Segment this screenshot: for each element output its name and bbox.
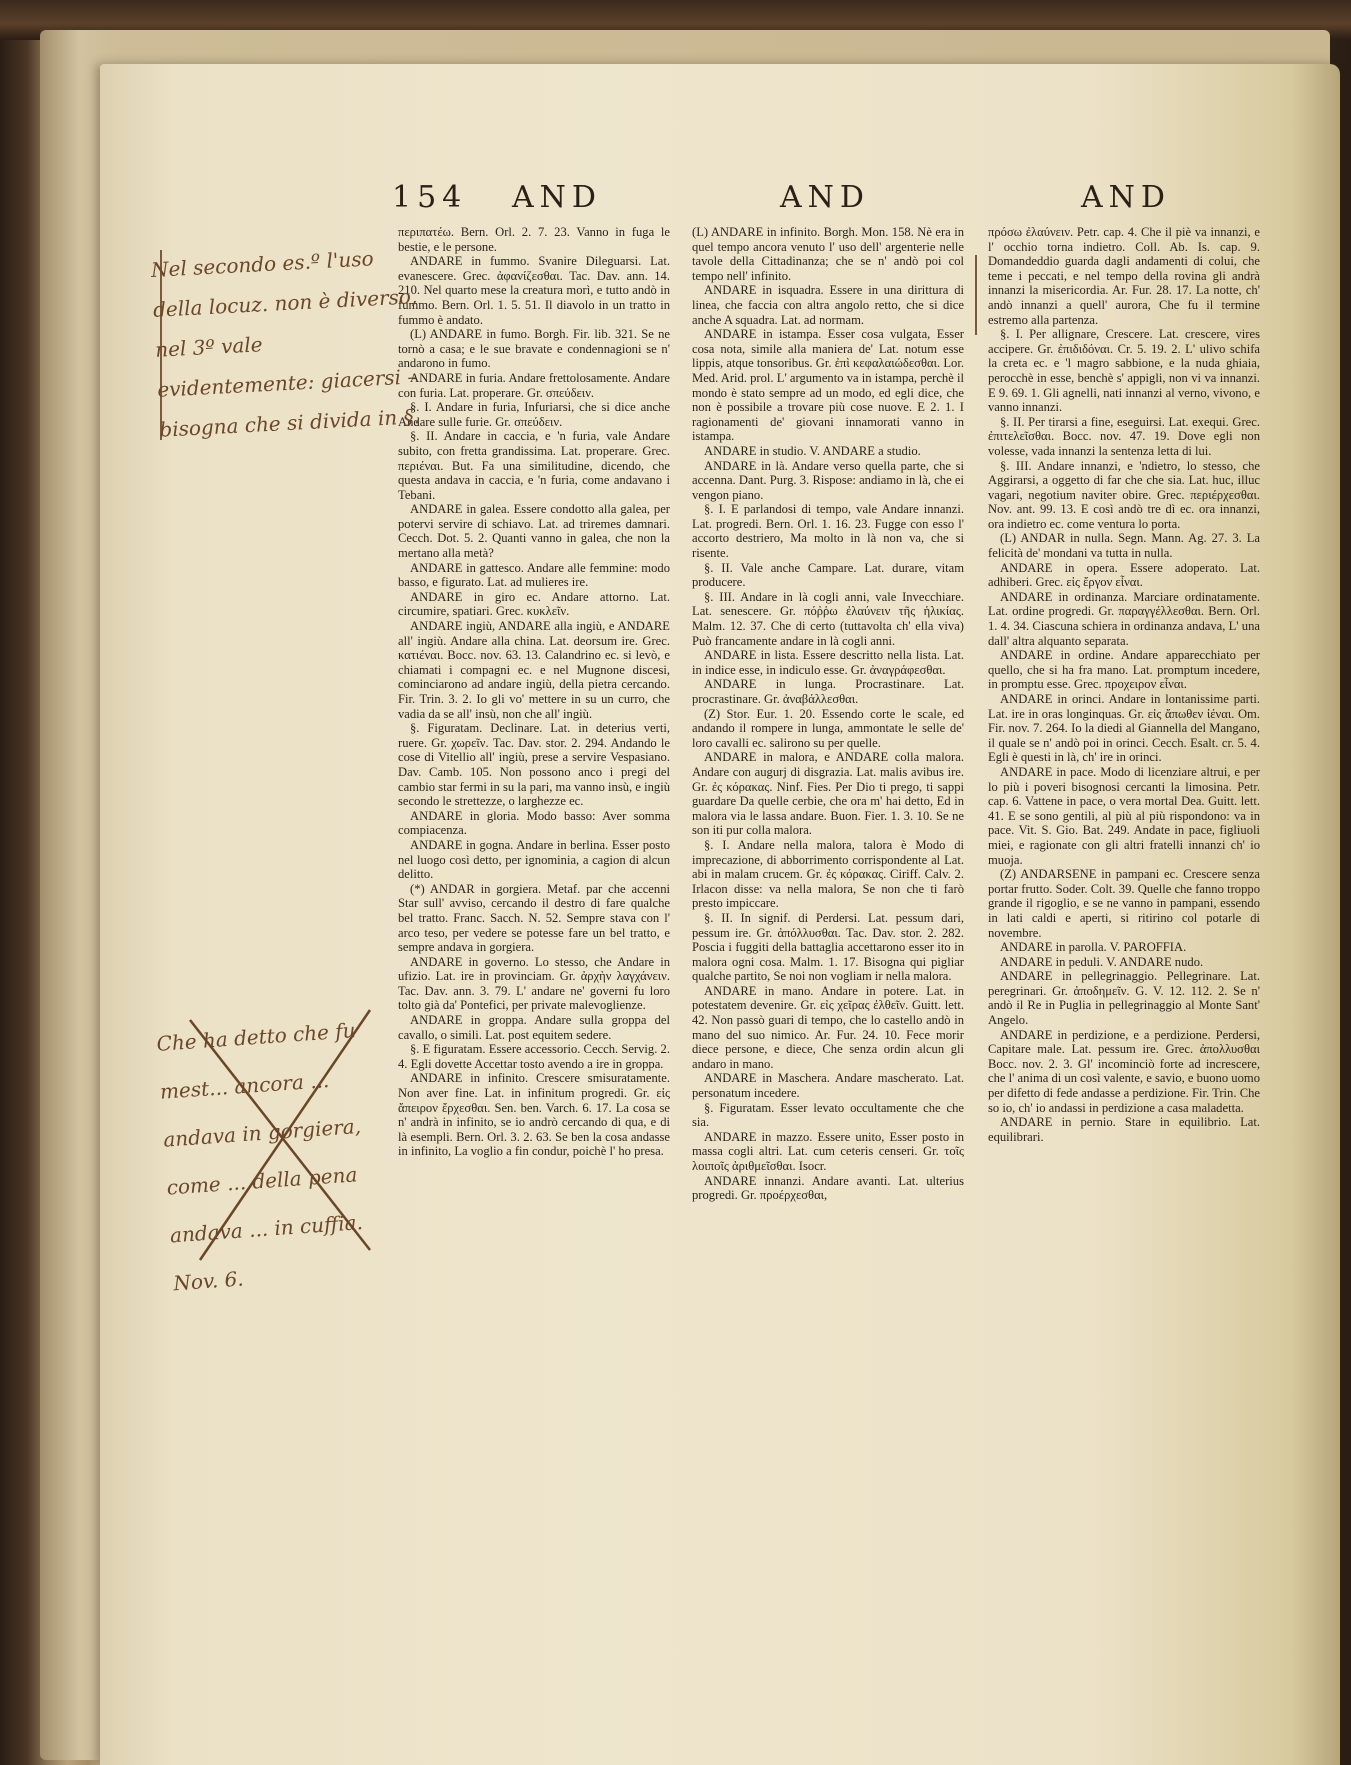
dictionary-entry: §. Figuratam. Esser levato occultamente che che sia. [692, 1100, 964, 1130]
dictionary-entry: ANDARE in groppa. Andare sulla groppa del cavallo, o simili. Lat. post equitem sedere. [398, 1013, 670, 1042]
dictionary-entry: περιπατέω. Bern. Orl. 2. 7. 23. Vanno in fuga le bestie, e le persone. [398, 225, 670, 254]
dictionary-entry: ANDARE in furia. Andare frettolosamente. Andare con furia. Lat. properare. Gr. σπεύδειν. [398, 370, 670, 400]
dictionary-entry: (L) ANDARE in infinito. Borgh. Mon. 158. Nè era in quel tempo ancora venuto l' uso dell' argenterie nelle tavole della Cittadinanza; che se n' andò poi col tempo nell' infinito. [692, 225, 964, 283]
dictionary-entry: §. II. Per tirarsi a fine, eseguirsi. Lat. exequi. Grec. ἐπιτελεῖσθαι. Bocc. nov. 47. 19. Dove egli non volesse, vada innanzi la sentenza letta di lui. [988, 414, 1260, 458]
running-head-center: AND [780, 180, 870, 215]
running-head-left: AND [512, 180, 602, 215]
dictionary-entry: ANDARE in infinito. Crescere smisuratamente. Non aver fine. Lat. in infinitum progredi. Gr. εἰς ἄπειρον ἔρχεσθαι. Sen. ben. Varch. 6. 17. La cosa se n' andrà in infinito, se io andrò cercando di qua, e di là esempli. Bern. Orl. 3. 2. 63. Se ben la cosa andasse in infinito, La voglio a fin condur, poichè l' ho presa. [398, 1071, 670, 1159]
dictionary-entry: ANDARE in orinci. Andare in lontanissime parti. Lat. ire in oras longinquas. Gr. εἰς ἄπωθεν ἰέναι. Om. Fir. nov. 7. 264. Io la diedi al Giannella del Mangano, il quale se n' andò poi in orinci. Cecch. Esalt. cr. 5. 4. Egli è questi in là, ch' ire in orinci. [988, 692, 1260, 765]
running-head-right: AND [1081, 180, 1171, 215]
dictionary-entry: ANDARE in parolla. V. PAROFFIA. [1000, 940, 1187, 955]
dictionary-entry: §. II. Andare in caccia, e 'n furia, vale Andare subito, con fretta grandissima. Lat. properare. Grec. περιέναι. But. Fa una similitudine, dicendo, che questa andava in caccia, e 'n furia, come andavano i Tebani. [398, 429, 670, 502]
dictionary-entry: ANDARE in gattesco. Andare alle femmine: modo basso, e figurato. Lat. ad mulieres ire. [398, 560, 670, 590]
dictionary-entry: ANDARE in studio. V. ANDARE a studio. [704, 443, 921, 458]
dictionary-entry: §. Figuratam. Declinare. Lat. in deterius verti, ruere. Gr. χωρεῖν. Tac. Dav. stor. 2. 294. Andando le cose di Vitellio all' ingiù, prese a servire Vespasiano. Dav. Camb. 105. Non possono anco i pregi del cambio star fermi in su la pari, ma vanno insù, e ingiù secondo le strettezze, o larghezze ec. [398, 721, 670, 809]
dictionary-entry: ANDARE in lista. Essere descritto nella lista. Lat. in indice esse, in indiculo esse. Gr. ἀναγράφεσθαι. [692, 648, 964, 677]
dictionary-entry: ANDARE in Maschera. Andare mascherato. Lat. personatum incedere. [692, 1071, 964, 1101]
dictionary-entry: πρόσω ἐλαύνειν. Petr. cap. 4. Che il piè va innanzi, e l' occhio torna indietro. Coll. Ab. Is. cap. 9. Domandeddio guarda dagli andamenti di colui, che teme i peccati, e nel tempo della rovina gli andrà innanzi la misericordia. Ar. Fur. 28. 17. La notte, ch' andò innanzi a quell' aurora, Che fu il termine estremo alla partenza. [988, 225, 1260, 327]
dictionary-entry: (L) ANDAR in nulla. Segn. Mann. Ag. 27. 3. La felicità de' mondani va tutta in nulla. [988, 531, 1260, 561]
dictionary-entry: ANDARE in là. Andare verso quella parte, che si accenna. Dant. Purg. 3. Rispose: andiamo in là, che ei vengon piano. [692, 458, 964, 502]
dictionary-entry: ANDARE in governo. Lo stesso, che Andare in ufizio. Lat. ire in provinciam. Gr. ἀρχὴν λαγχάνειν. Tac. Dav. ann. 3. 79. L' andare ne' governi fu loro tolto già da' Pontefici, per private malevoglienze. [398, 954, 670, 1013]
dictionary-entry: (L) ANDARE in fumo. Borgh. Fir. lib. 321. Se ne tornò a casa; e le sue bravate e condennagioni se n' andarono in fumo. [398, 327, 670, 371]
dictionary-entry: §. E figuratam. Essere accessorio. Cecch. Servig. 2. 4. Egli dovette Accettar tosto avendo a ire in groppa. [398, 1042, 670, 1071]
dictionary-entry: §. II. Vale anche Campare. Lat. durare, vitam producere. [692, 560, 964, 590]
dictionary-entry: ANDARE in ordine. Andare apparecchiato per quello, che si ha fra mano. Lat. promptum incedere, in promptu esse. Grec. προχειρον εἶναι. [988, 648, 1260, 692]
handwritten-cross-strike [170, 1000, 390, 1270]
handwritten-margin-note-upper: Nel secondo es.º l'uso della locuz. non è diverso, nel 3º vale evidentemente: giacersi – bisogna che si divida in §. [150, 246, 421, 442]
column-right [988, 225, 1260, 1144]
page-number: 154 [392, 180, 468, 215]
dictionary-entry: ANDARE in giro ec. Andare attorno. Lat. circumire, spatiari. Grec. κυκλεῖν. [398, 589, 670, 619]
dictionary-entry: (*) ANDAR in gorgiera. Metaf. par che accenni Star sull' avviso, cercando il destro di fare qualche bel tratto. Franc. Sacch. N. 52. Sempre stava con l' arco teso, per vedere se potesse fare un bel tratto, e sempre andava in gorgiera. [398, 881, 670, 955]
dictionary-entry: ANDARE in lunga. Procrastinare. Lat. procrastinare. Gr. ἀναβάλλεσθαι. [692, 677, 964, 706]
column-center [692, 225, 964, 1203]
dictionary-entry: §. II. In signif. di Perdersi. Lat. pessum dari, pessum ire. Gr. ἀπόλλυσθαι. Tac. Dav. stor. 2. 282. Poscia i fuggiti della battaglia accettarono esser ito in malora ogni cosa. Malm. 1. 17. Bisogna qui pigliar qualche partito, Se noi non vogliam ir nella malora. [692, 910, 964, 984]
dictionary-entry: §. I. Andare in furia, Infuriarsi, che si dice anche Andare sulle furie. Gr. σπεύδειν. [398, 400, 670, 429]
dictionary-entry: ANDARE in mazzo. Essere unito, Esser posto in massa cogli altri. Lat. cum ceteris censeri. Gr. τοῖς λοιποῖς ἀριθμεῖσθαι. Isocr. [692, 1129, 964, 1173]
dictionary-entry: ANDARE in gogna. Andare in berlina. Esser posto nel luogo così detto, per ignominia, a cagion di alcun delitto. [398, 837, 670, 882]
dictionary-entry: ANDARE in pellegrinaggio. Pellegrinare. Lat. peregrinari. Gr. ἀποδημεῖν. G. V. 12. 112. 2. Se n' andò il Re in Puglia in pellegrinaggio al Monte Sant' Angelo. [988, 969, 1260, 1028]
dictionary-entry: §. I. Andare nella malora, talora è Modo di imprecazione, di abborrimento corrispondente al Lat. abi in malam crucem. Gr. ἐς κόρακας. Ciriff. Calv. 2. Irlacon disse: va nella malora, Se non che ti farò presto impiccare. [692, 837, 964, 911]
dictionary-entry: ANDARE in pace. Modo di licenziare altrui, e per lo più i poveri bisognosi cercanti la limosina. Petr. cap. 6. Vattene in pace, o vera mortal Dea. Guitt. lett. 41. E se sono gentili, al più al più rispondono: va in pace. Vit. S. Gio. Bat. 249. Andate in pace, figliuoli miei, e ragionate con gli altri fratelli innanzi ch' io muoja. [988, 764, 1260, 867]
dictionary-entry: (Z) ANDARSENE in pampani ec. Crescere senza portar frutto. Soder. Colt. 39. Quelle che fanno troppo grande il rigoglio, e se ne vanno in pampani, essendo in lati caldi e aperti, si ritirino col potarle di novembre. [988, 867, 1260, 940]
dictionary-entry: §. I. Per allignare, Crescere. Lat. crescere, vires accipere. Gr. ἐπιδιδόναι. Cr. 5. 19. 2. L' ulivo schifa la creta ec. e 'l magro sabbione, e la nuda ghiaia, perocchè in esse, benchè s' appigli, non vi va innanzi. E 9. 69. 1. Gli agnelli, nati innanzi al verno, vivono, e vanno innanzi. [988, 327, 1260, 415]
dictionary-entry: ANDARE in isquadra. Essere in una dirittura di linea, che faccia con altra angolo retto, che si dice anche A squadra. Lat. ad normam. [692, 283, 964, 327]
handwritten-margin-note-lower: Che ha detto che fu mest... ancora ... andava in gorgiera, come ... della pena andava ... in cuffia. Nov. 6. [155, 1018, 364, 1296]
dictionary-entry: ANDARE in istampa. Esser cosa vulgata, Esser cosa nota, simile alla maniera de' Lat. notum esse lippis, atque tonsoribus. Gr. ἐπὶ κεφαλαιώδεσθαι. Lor. Med. Arid. prol. L' argumento va in istampa, perchè il mondo è stato sempre ad un modo, ed egli dice, che non è possibile a trovare più cose nuove. E 2. 1. I ragionamenti de' giovani innamorati vanno in istampa. [692, 327, 964, 444]
dictionary-entry: (Z) Stor. Eur. 1. 20. Essendo corte le scale, ed andando il rompere in lunga, ammontate le selle de' loro cavalli ec. salirono su per quelle. [692, 706, 964, 750]
dictionary-entry: ANDARE in opera. Essere adoperato. Lat. adhiberi. Grec. εἰς ἔργον εἶναι. [988, 560, 1260, 590]
column-left [398, 225, 670, 1159]
margin-bracket-right [975, 255, 977, 335]
dictionary-entry: ANDARE in ordinanza. Marciare ordinatamente. Lat. ordine progredi. Gr. παραγγέλλεσθαι. Bern. Orl. 1. 4. 34. Ciascuna schiera in ordinanza andava, L' una dall' altra alquanto separata. [988, 589, 1260, 648]
dictionary-entry: ANDARE innanzi. Andare avanti. Lat. ulterius progredi. Gr. προέρχεσθαι, [692, 1173, 964, 1203]
dictionary-entry: §. I. E parlandosi di tempo, vale Andare innanzi. Lat. progredi. Bern. Orl. 1. 16. 23. Fugge con esso l' accorto destriero, Ma molto in là non va, che si risente. [692, 502, 964, 561]
dictionary-entry: ANDARE in peduli. V. ANDARE nudo. [1000, 954, 1204, 969]
dictionary-entry: ANDARE in fummo. Svanire Dileguarsi. Lat. evanescere. Grec. ἀφανίζεσθαι. Tac. Dav. ann. 14. 210. Nel quarto mese la creatura morì, e tutto andò in fummo. Bern. Orl. 1. 5. 51. Il diavolo in un tratto in fummo è andato. [398, 254, 670, 327]
dictionary-entry: ANDARE in gloria. Modo basso: Aver somma compiacenza. [398, 808, 670, 838]
dictionary-entry: ANDARE in galea. Essere condotto alla galea, per potervi servire di schiavo. Lat. ad triremes damnari. Cecch. Dot. 5. 2. Quanti vanno in galea, che non la mertano alla metà? [398, 502, 670, 561]
dictionary-entry: §. III. Andare innanzi, e 'ndietro, lo stesso, che Aggirarsi, a oggetto di far che che sia. Lat. huc, illuc vagari, negotium naviter obire. Grec. περιέρχεσθαι. Nov. ant. 99. 13. E così andò tre dì ec. ora innanzi, ora indietro ec. come ventura lo porta. [988, 458, 1260, 531]
dictionary-entry: ANDARE in perdizione, e a perdizione. Perdersi, Capitare male. Lat. pessum ire. Grec. ἀπολλυσθαι Bocc. nov. 2. 3. Gl' incominciò forte ad increscere, che l' anima di un così valente, e savio, e buono uomo per difetto di fede andasse a perdizione. Fir. Trin. Che so io, ch' io andassi in perdizione a casa maladetta. [988, 1027, 1260, 1115]
dictionary-entry: ANDARE in pernio. Stare in equilibrio. Lat. equilibrari. [988, 1115, 1260, 1144]
dictionary-entry: §. III. Andare in là cogli anni, vale Invecchiare. Lat. senescere. Gr. πόῤῥω ἐλαύνειν τῆς ἡλικίας. Malm. 12. 37. Che di certo (tuttavolta ch' ella viva) Può francamente andare in là cogli anni. [692, 589, 964, 648]
dictionary-entry: ANDARE in mano. Andare in potere. Lat. in potestatem devenire. Gr. εἰς χεῖρας ἐλθεῖν. Guitt. lett. 42. Non passò guari di tempo, che lo castello andò in mano del suo nimico. Ar. Fur. 24. 10. Fece morir diece persone, e diece, Che senza ordin alcun gli andaro in mano. [692, 983, 964, 1071]
dictionary-entry: ANDARE in malora, e ANDARE colla malora. Andare con augurj di disgrazia. Lat. malis avibus ire. Gr. ἐς κόρακας. Ninf. Fies. Per Dio ti prego, ti sappi guardare Da quelle cerbie, che ora m' hai detto, Ed in malora via le lassa andare. Buon. Fier. 1. 3. 10. Se ne son iti pur colla malora. [692, 750, 964, 838]
dictionary-entry: ANDARE ingiù, ANDARE alla ingiù, e ANDARE all' ingiù. Andare alla china. Lat. deorsum ire. Grec. κατιέναι. Bocc. nov. 63. 13. Calandrino ec. si levò, e chiamati i compagni ec. e nel Mugnone discesi, cominciarono ad andare ingiù, della pietra cercando. Fir. Trin. 3. 2. Io gli vo' mettere in su un curro, che vadia da se all' insù, non che all' ingiù. [398, 619, 670, 721]
